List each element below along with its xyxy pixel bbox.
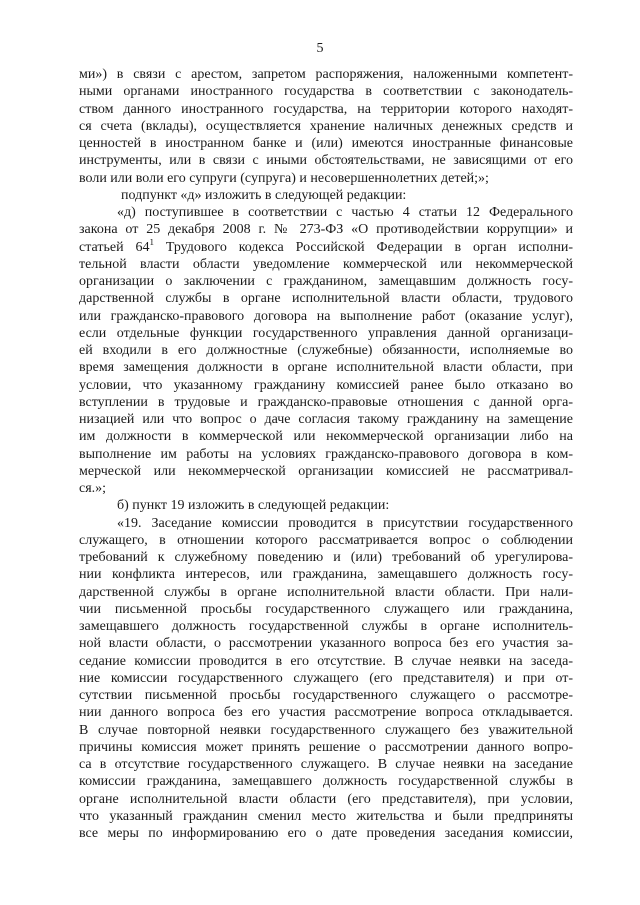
text-line: дарственной службы в органе исполнительной власти области. При нали- bbox=[79, 584, 573, 600]
text-line: если отдельные функции государственного управления данной организаци- bbox=[79, 325, 573, 341]
text-segment: Трудового кодекса Российской Федерации в орган исполни- bbox=[153, 239, 573, 255]
superscript: 1 bbox=[149, 238, 154, 247]
text-line: условии, что указанному гражданину комиссией ранее было отказано во bbox=[79, 377, 573, 393]
text-line: ние комиссии государственного служащего (его представителя) и при от- bbox=[79, 670, 573, 686]
text-line: замещавшего должность государственной службы в органе исполнитель- bbox=[79, 619, 573, 634]
text-line: ся.»; bbox=[79, 481, 107, 496]
text-line: ством данного иностранного государства, на территории которого находят- bbox=[79, 101, 573, 117]
text-line: причины комиссия может принять решение о рассмотрении данного вопро- bbox=[79, 739, 573, 755]
text-line: «19. Заседание комиссии проводится в присутствии государственного bbox=[117, 515, 573, 531]
text-line: воли или воли его супруги (супруга) и несовершеннолетних детей;»; bbox=[79, 170, 489, 186]
text-line: выполнение им работы на условиях гражданско-правового договора в ком- bbox=[79, 446, 573, 462]
text-line: дарственной службы в органе исполнительной власти области, трудового bbox=[79, 291, 573, 307]
text-segment: статьей 64 bbox=[79, 239, 150, 255]
text-line: ся счета (вклады), осуществляется хранение наличных денежных средств и bbox=[79, 118, 573, 134]
text-line: ми») в связи с арестом, запретом распоряжения, наложенными компетент- bbox=[79, 67, 573, 82]
text-line: организации о заключении с гражданином, замещавшим должность госу- bbox=[79, 274, 573, 289]
text-line: чии письменной просьбы государственного служащего или гражданина, bbox=[79, 601, 573, 617]
text-line: «д) поступившее в соответствии с частью 4 статьи 12 Федерального bbox=[117, 205, 573, 220]
text-line: тельной власти области уведомление коммерческой или некоммерческой bbox=[79, 256, 573, 272]
text-line-with-superscript bbox=[79, 239, 573, 256]
text-line: б) пункт 19 изложить в следующей редакции: bbox=[117, 498, 390, 514]
text-line: са в отсутствие государственного служащего. В случае неявки на заседание bbox=[79, 757, 573, 772]
text-line: ценностей в иностранном банке и (или) имеются иностранные финансовые bbox=[79, 136, 573, 151]
text-line: подпункт «д» изложить в следующей редакции: bbox=[121, 187, 407, 203]
text-line: низацией или что вопрос о даче согласия такому гражданину на замещение bbox=[79, 412, 573, 427]
text-line: В случае повторной неявки государственного служащего без уважительной bbox=[79, 722, 573, 738]
text-line: или гражданско-правового договора на выполнение работ (оказание услуг), bbox=[79, 308, 573, 324]
text-line: сутствии письменной просьбы государственного служащего о рассмотре- bbox=[79, 688, 573, 703]
text-line: органе исполнительной власти области (его представителя), при условии, bbox=[79, 791, 573, 807]
text-line: закона от 25 декабря 2008 г. № 273-ФЗ «О противодействии коррупции» и bbox=[79, 222, 573, 238]
text-line: нии конфликта интересов, или гражданина, замещавшего должность госу- bbox=[79, 567, 573, 583]
text-line: вступлении в трудовые и гражданско-правовые отношения с данной орга- bbox=[79, 394, 573, 410]
text-line: время замещения должности в органе исполнительной власти области, при bbox=[79, 360, 573, 376]
text-line: ной власти области, о рассмотрении указанного вопроса без его участия за- bbox=[79, 636, 573, 652]
text-line: комиссии гражданина, замещавшего должность государственной службы в bbox=[79, 774, 573, 790]
text-line: мерческой или некоммерческой организации комиссией не рассматривал- bbox=[79, 463, 573, 479]
text-line: ными органами иностранного государства в соответствии с законодатель- bbox=[79, 84, 573, 100]
text-line: нии данного вопроса без его участия рассмотрение вопроса откладывается. bbox=[79, 705, 573, 721]
document-body bbox=[79, 66, 573, 842]
text-line: все меры по информированию его о дате проведения заседания комиссии, bbox=[79, 826, 573, 841]
page-number: 5 bbox=[316, 41, 324, 56]
text-line: служащего, в отношении которого рассматривается вопрос о соблюдении bbox=[79, 532, 573, 548]
text-line: требований к служебному поведению и (или) требований об урегулирова- bbox=[79, 550, 573, 565]
text-line: ей входили в его должностные (служебные) обязанности, исполняемые во bbox=[79, 343, 573, 358]
text-line: седание комиссии проводится в его отсутствие. В случае неявки на заседа- bbox=[79, 653, 573, 669]
text-line: им должности в коммерческой или некоммерческой организации либо на bbox=[79, 429, 573, 445]
text-line: инструменты, или в связи с иными обстоятельствами, не зависящими от его bbox=[79, 153, 573, 169]
text-line: что указанный гражданин сменил место жительства и были предприняты bbox=[79, 808, 573, 824]
